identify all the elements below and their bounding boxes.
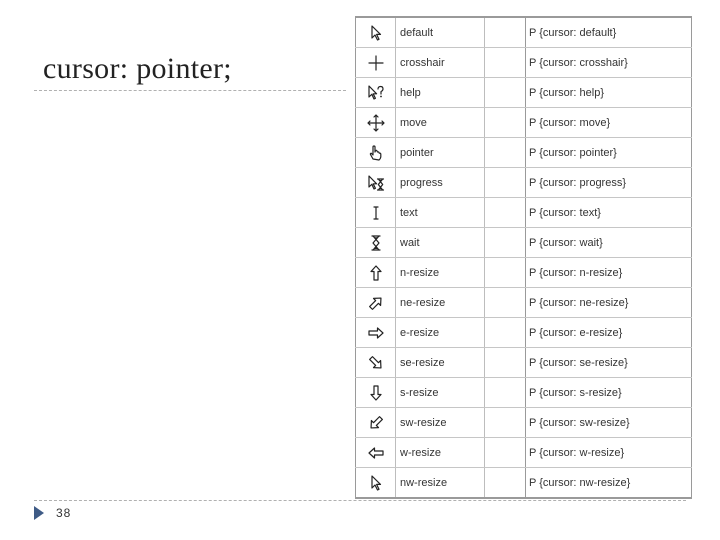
table-row xyxy=(356,438,692,468)
cursor-example-cell: P {cursor: n-resize} xyxy=(526,258,692,288)
sw-resize-arrow-icon xyxy=(366,413,386,433)
cursor-example-cell: P {cursor: move} xyxy=(526,108,692,138)
cursor-icon-cell xyxy=(356,17,396,48)
cursor-example-cell: P {cursor: progress} xyxy=(526,168,692,198)
title-divider xyxy=(34,90,346,91)
cursor-example-cell: P {cursor: s-resize} xyxy=(526,378,692,408)
move-cursor-icon xyxy=(366,113,386,133)
cursor-example-cell: P {cursor: crosshair} xyxy=(526,48,692,78)
cursor-example-cell: P {cursor: e-resize} xyxy=(526,318,692,348)
empty-cell xyxy=(485,228,526,258)
cursor-icon-cell xyxy=(356,48,396,78)
arrow-cursor-icon xyxy=(366,23,386,43)
footer-divider xyxy=(34,500,686,501)
cursor-example-cell: P {cursor: pointer} xyxy=(526,138,692,168)
progress-cursor-icon xyxy=(366,173,386,193)
table-row xyxy=(356,48,692,78)
ne-resize-arrow-icon xyxy=(366,293,386,313)
cursor-example-cell: P {cursor: default} xyxy=(526,17,692,48)
table-row xyxy=(356,168,692,198)
cursor-name-cell: e-resize xyxy=(396,318,485,348)
help-cursor-icon xyxy=(366,83,386,103)
cursor-icon-cell xyxy=(356,318,396,348)
nw-resize-arrow-icon xyxy=(366,473,386,493)
empty-cell xyxy=(485,288,526,318)
empty-cell xyxy=(485,438,526,468)
cursor-icon-cell xyxy=(356,138,396,168)
slide-title: cursor: pointer; xyxy=(43,52,232,85)
cursor-name-cell: help xyxy=(396,78,485,108)
hand-pointer-cursor-icon xyxy=(366,143,386,163)
cursor-icon-cell xyxy=(356,108,396,138)
table-row xyxy=(356,228,692,258)
cursor-icon-cell xyxy=(356,468,396,499)
cursor-name-cell: n-resize xyxy=(396,258,485,288)
cursor-example-cell: P {cursor: help} xyxy=(526,78,692,108)
text-ibeam-cursor-icon xyxy=(366,203,386,223)
cursor-example-cell: P {cursor: ne-resize} xyxy=(526,288,692,318)
se-resize-arrow-icon xyxy=(366,353,386,373)
cursor-name-cell: pointer xyxy=(396,138,485,168)
cursor-icon-cell xyxy=(356,378,396,408)
cursor-example-cell: P {cursor: w-resize} xyxy=(526,438,692,468)
cursor-name-cell: s-resize xyxy=(396,378,485,408)
cursor-name-cell: text xyxy=(396,198,485,228)
table-row xyxy=(356,318,692,348)
empty-cell xyxy=(485,198,526,228)
cursor-example-cell: P {cursor: wait} xyxy=(526,228,692,258)
crosshair-cursor-icon xyxy=(366,53,386,73)
e-resize-arrow-icon xyxy=(366,323,386,343)
footer-arrow-icon xyxy=(34,506,44,520)
cursor-icon-cell xyxy=(356,198,396,228)
w-resize-arrow-icon xyxy=(366,443,386,463)
cursor-icon-cell xyxy=(356,78,396,108)
cursor-icon-cell xyxy=(356,348,396,378)
cursor-name-cell: progress xyxy=(396,168,485,198)
table-row xyxy=(356,258,692,288)
table-row xyxy=(356,198,692,228)
empty-cell xyxy=(485,468,526,499)
cursor-name-cell: w-resize xyxy=(396,438,485,468)
cursor-icon-cell xyxy=(356,288,396,318)
cursor-example-cell: P {cursor: sw-resize} xyxy=(526,408,692,438)
empty-cell xyxy=(485,108,526,138)
cursor-types-table xyxy=(355,16,692,499)
cursor-example-cell: P {cursor: nw-resize} xyxy=(529,476,631,489)
empty-cell xyxy=(485,168,526,198)
empty-cell xyxy=(485,48,526,78)
cursor-name-cell: ne-resize xyxy=(396,288,485,318)
hourglass-wait-cursor-icon xyxy=(366,233,386,253)
cursor-name-cell: sw-resize xyxy=(396,408,485,438)
cursor-example-cell: P {cursor: se-resize} xyxy=(526,348,692,378)
table-row xyxy=(356,408,692,438)
n-resize-arrow-icon xyxy=(366,263,386,283)
table-row xyxy=(356,468,692,499)
cursor-name-cell: wait xyxy=(396,228,485,258)
table-row xyxy=(356,348,692,378)
table-row xyxy=(356,108,692,138)
cursor-icon-cell xyxy=(356,168,396,198)
empty-cell xyxy=(485,378,526,408)
cursor-name-cell: default xyxy=(396,17,485,48)
table-row xyxy=(356,378,692,408)
cursor-example-cell: P {cursor: text} xyxy=(526,198,692,228)
table-row xyxy=(356,288,692,318)
empty-cell xyxy=(485,348,526,378)
cursor-icon-cell xyxy=(356,408,396,438)
empty-cell xyxy=(485,138,526,168)
empty-cell xyxy=(485,17,526,48)
cursor-icon-cell xyxy=(356,228,396,258)
cursor-icon-cell xyxy=(356,258,396,288)
empty-cell xyxy=(485,78,526,108)
cursor-name-cell: nw-resize xyxy=(396,468,485,499)
table-row xyxy=(356,138,692,168)
table-row xyxy=(356,78,692,108)
empty-cell xyxy=(485,408,526,438)
empty-cell xyxy=(485,258,526,288)
cursor-name-cell: se-resize xyxy=(396,348,485,378)
page-number: 38 xyxy=(56,506,72,520)
cursor-icon-cell xyxy=(356,438,396,468)
empty-cell xyxy=(485,318,526,348)
cursor-name-cell: move xyxy=(396,108,485,138)
cursor-name-cell: crosshair xyxy=(396,48,485,78)
table-row xyxy=(356,17,692,48)
s-resize-arrow-icon xyxy=(366,383,386,403)
